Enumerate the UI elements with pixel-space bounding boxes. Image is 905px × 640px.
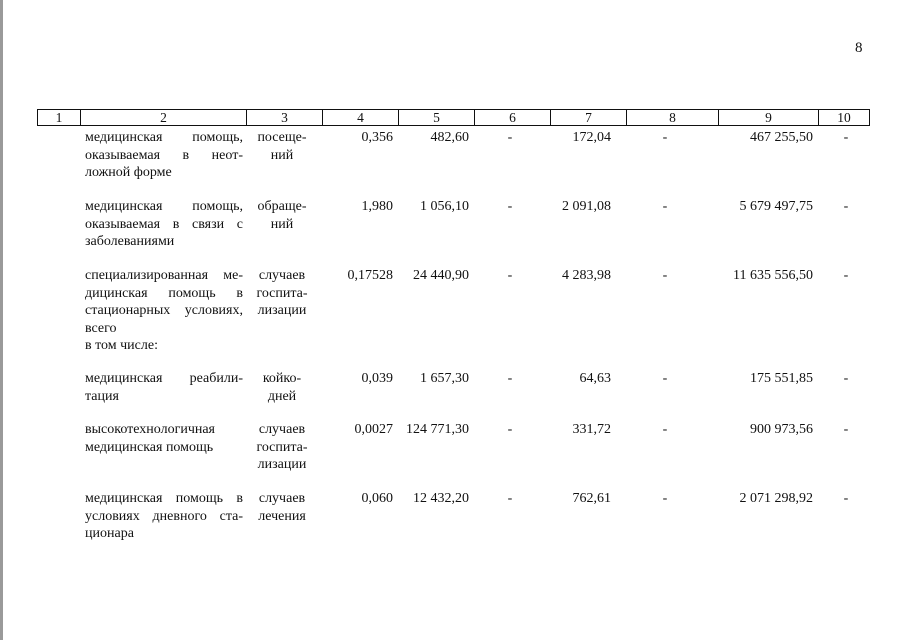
header-col-5: 5 [399, 110, 475, 125]
col-7-value: 2 091,08 [562, 199, 611, 214]
col-4-value: 0,17528 [347, 268, 393, 283]
service-name: медицинская помощь в условиях дневного ста- ционара [85, 491, 243, 541]
col-9-value: 11 635 556,50 [733, 268, 813, 283]
col-9-value: 175 551,85 [750, 371, 813, 386]
col-9-value: 2 071 298,92 [739, 491, 813, 506]
col-7-value: 64,63 [579, 371, 611, 386]
header-col-4: 4 [323, 110, 399, 125]
col-10-value: - [843, 268, 849, 283]
col-8-value: - [662, 491, 668, 506]
col-5-value: 1 657,30 [420, 371, 469, 386]
col-5-value: 1 056,10 [420, 199, 469, 214]
col-8-value: - [662, 371, 668, 386]
header-col-6: 6 [475, 110, 551, 125]
col-8-value: - [662, 268, 668, 283]
scan-edge [0, 0, 3, 640]
col-9-value: 467 255,50 [750, 130, 813, 145]
col-4-value: 0,0027 [354, 422, 393, 437]
col-6-value: - [507, 422, 513, 437]
unit: случаев лечения [258, 491, 306, 524]
col-10-value: - [843, 130, 849, 145]
table-header [37, 109, 870, 126]
col-5-value: 24 440,90 [413, 268, 469, 283]
col-5-value: 12 432,20 [413, 491, 469, 506]
header-col-8: 8 [627, 110, 719, 125]
col-10-value: - [843, 422, 849, 437]
col-9-value: 900 973,56 [750, 422, 813, 437]
col-9-value: 5 679 497,75 [739, 199, 813, 214]
col-6-value: - [507, 371, 513, 386]
col-4-value: 0,039 [361, 371, 393, 386]
unit: посеще- ний [257, 130, 307, 163]
col-8-value: - [662, 199, 668, 214]
header-col-7: 7 [551, 110, 627, 125]
col-7-value: 331,72 [572, 422, 611, 437]
service-name: медицинская реабили- тация [85, 371, 243, 404]
page-number: 8 [855, 40, 863, 56]
col-7-value: 4 283,98 [562, 268, 611, 283]
header-col-10: 10 [837, 110, 851, 125]
col-6-value: - [507, 491, 513, 506]
unit: обраще- ний [257, 199, 307, 232]
service-name: медицинская помощь, оказываемая в неот- ложной форме [85, 130, 243, 180]
unit: койко- дней [262, 371, 302, 404]
header-col-3: 3 [247, 110, 323, 125]
col-4-value: 1,980 [361, 199, 393, 214]
col-5-value: 124 771,30 [406, 422, 469, 437]
col-6-value: - [507, 130, 513, 145]
service-name: высокотехнологичная медицинская помощь [85, 422, 215, 455]
col-8-value: - [662, 422, 668, 437]
col-4-value: 0,356 [361, 130, 393, 145]
unit: случаев госпита- лизации [256, 422, 308, 472]
col-7-value: 172,04 [572, 130, 611, 145]
col-10-value: - [843, 371, 849, 386]
col-10-value: - [843, 199, 849, 214]
service-name: специализированная ме- дицинская помощь в стационарных условиях, всего в том числе: [85, 268, 243, 353]
col-6-value: - [507, 199, 513, 214]
col-4-value: 0,060 [361, 491, 393, 506]
header-col-1: 1 [38, 110, 81, 125]
header-col-2: 2 [81, 110, 247, 125]
col-5-value: 482,60 [430, 130, 469, 145]
col-10-value: - [843, 491, 849, 506]
col-8-value: - [662, 130, 668, 145]
col-6-value: - [507, 268, 513, 283]
col-7-value: 762,61 [572, 491, 611, 506]
unit: случаев госпита- лизации [256, 268, 308, 318]
service-name: медицинская помощь, оказываемая в связи с заболеваниями [85, 199, 243, 249]
header-col-9: 9 [719, 110, 819, 125]
